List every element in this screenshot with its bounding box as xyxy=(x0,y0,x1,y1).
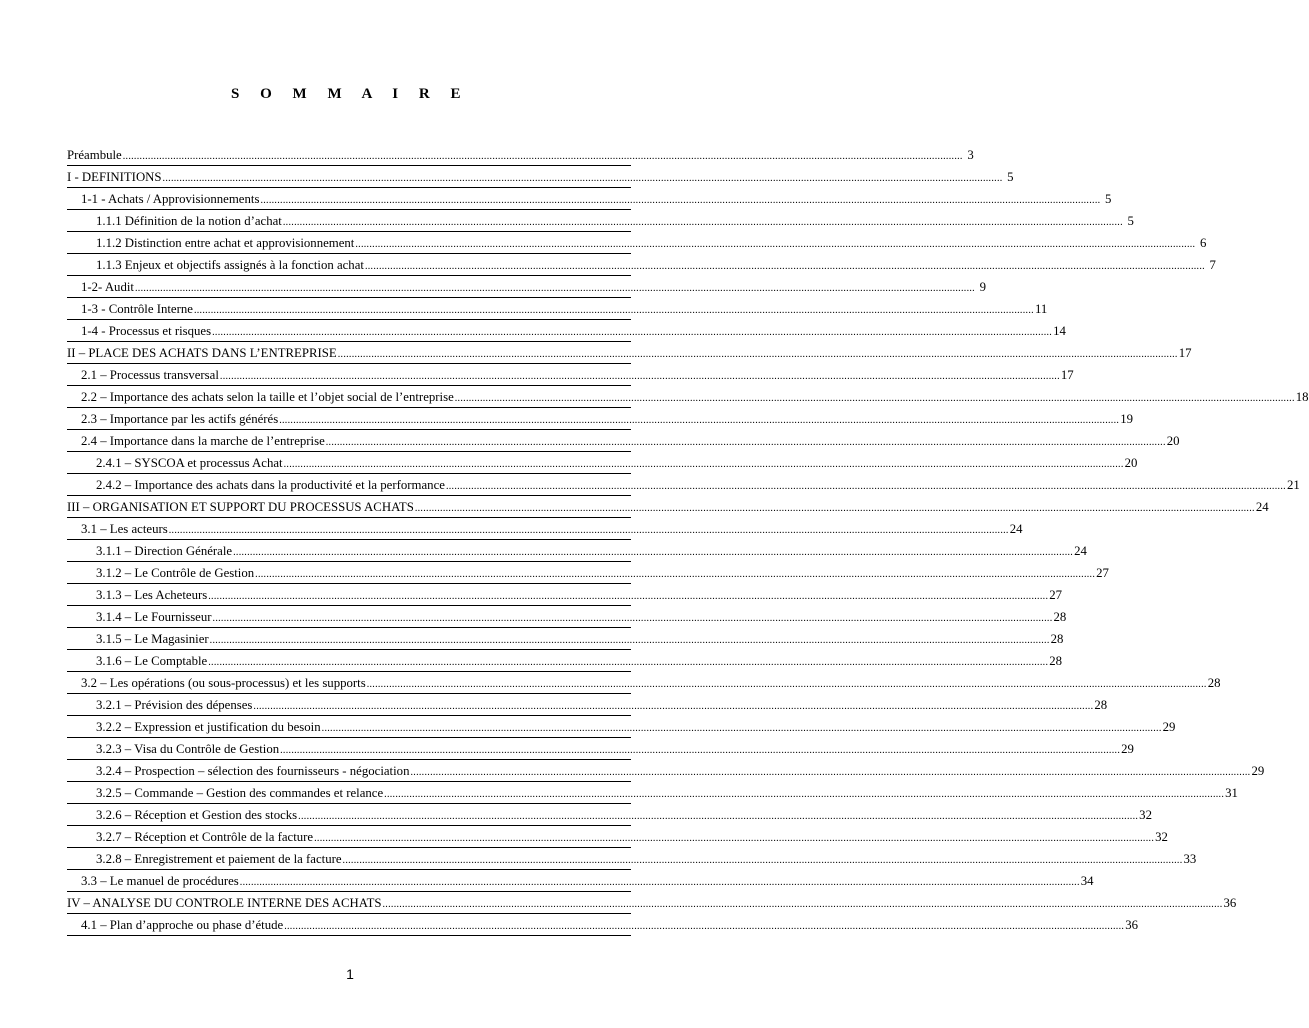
toc-entry-page: 14 xyxy=(1053,323,1066,338)
dot-leader: ............................................................................................................................................................................................................................................................................................................ xyxy=(219,370,1060,382)
table-of-contents xyxy=(0,144,1309,944)
dot-leader: ............................................................................................................................................................................................................................................................................................................ xyxy=(337,348,1178,360)
toc-entry-page: 17 xyxy=(1178,345,1192,360)
toc-entry[interactable] xyxy=(0,364,1074,386)
toc-line xyxy=(81,672,1221,694)
toc-entry-page: 28 xyxy=(1049,653,1063,668)
toc-entry-page: 11 xyxy=(1034,301,1048,316)
toc-line xyxy=(96,474,1300,496)
dot-leader: ............................................................................................................................................................................................................................................................................................................ xyxy=(366,678,1207,690)
toc-entry-page: 5 xyxy=(1127,213,1134,228)
toc-line xyxy=(96,606,1067,628)
toc-entry-label: 3.2.2 – Expression et justification du besoin xyxy=(96,719,321,734)
dot-leader: ............................................................................................................................................................................................................................................................................................................ xyxy=(212,612,1053,624)
toc-entry[interactable] xyxy=(0,584,1063,606)
toc-entry[interactable] xyxy=(0,474,1300,496)
toc-entry-page: 24 xyxy=(1074,543,1087,558)
toc-entry-page: 28 xyxy=(1094,697,1108,712)
toc-entry-page: 21 xyxy=(1286,477,1300,492)
toc-entry-label: 3.2.8 – Enregistrement et paiement de la facture xyxy=(96,851,342,866)
toc-entry[interactable] xyxy=(0,496,1269,518)
toc-entry[interactable] xyxy=(0,870,1094,892)
dot-leader: ............................................................................................................................................................................................................................................................................................................ xyxy=(209,634,1050,646)
toc-entry-label: 1-3 - Contrôle Interne xyxy=(81,301,193,316)
toc-line xyxy=(67,892,1237,914)
toc-entry-label: 3.2.7 – Réception et Contrôle de la facture xyxy=(96,829,314,844)
toc-line xyxy=(96,650,1063,672)
dot-leader: ............................................................................................................................................................................................................................................................................................................ xyxy=(382,898,1223,910)
toc-entry-page: 19 xyxy=(1120,411,1133,426)
toc-entry[interactable] xyxy=(0,650,1063,672)
dot-leader: ............................................................................................................................................................................................................................................................................................................ xyxy=(168,524,1009,536)
dot-leader: ............................................................................................................................................................................................................................................................................................................ xyxy=(282,216,1123,228)
toc-entry-label: 3.1.3 – Les Acheteurs xyxy=(96,587,208,602)
toc-line xyxy=(67,144,974,166)
toc-entry[interactable] xyxy=(0,320,1066,342)
toc-entry-page: 36 xyxy=(1125,917,1138,932)
toc-entry-page: 18 xyxy=(1295,389,1309,404)
dot-leader: ............................................................................................................................................................................................................................................................................................................ xyxy=(284,920,1125,932)
toc-entry[interactable] xyxy=(0,628,1064,650)
dot-leader: ............................................................................................................................................................................................................................................................................................................ xyxy=(298,810,1139,822)
toc-entry-page: 32 xyxy=(1155,829,1168,844)
dot-leader: ............................................................................................................................................................................................................................................................................................................ xyxy=(239,876,1080,888)
toc-line xyxy=(81,364,1074,386)
toc-entry[interactable] xyxy=(0,210,1134,232)
toc-entry-label: 3.3 – Le manuel de procédures xyxy=(81,873,239,888)
toc-entry-page: 28 xyxy=(1207,675,1221,690)
toc-entry-label: 1.1.1 Définition de la notion d’achat xyxy=(96,213,282,228)
toc-entry[interactable] xyxy=(0,826,1168,848)
toc-entry-page: 20 xyxy=(1166,433,1180,448)
toc-line xyxy=(67,166,1014,188)
dot-leader: ............................................................................................................................................................................................................................................................................................................ xyxy=(280,744,1121,756)
toc-entry-label: 2.2 – Importance des achats selon la taille et l’objet social de l’entreprise xyxy=(81,389,454,404)
toc-entry-label: III – ORGANISATION ET SUPPORT DU PROCESSUS ACHATS xyxy=(67,499,414,514)
dot-leader: ............................................................................................................................................................................................................................................................................................................ xyxy=(162,172,1003,184)
toc-entry-label: 1-2- Audit xyxy=(81,279,134,294)
dot-leader: ............................................................................................................................................................................................................................................................................................................ xyxy=(134,282,975,294)
dot-leader: ............................................................................................................................................................................................................................................................................................................ xyxy=(384,788,1225,800)
toc-line xyxy=(96,452,1138,474)
toc-entry[interactable] xyxy=(0,606,1067,628)
toc-entry[interactable] xyxy=(0,452,1138,474)
dot-leader: ............................................................................................................................................................................................................................................................................................................ xyxy=(414,502,1255,514)
toc-entry[interactable] xyxy=(0,672,1221,694)
toc-entry[interactable] xyxy=(0,188,1112,210)
dot-leader: ............................................................................................................................................................................................................................................................................................................ xyxy=(193,304,1034,316)
toc-line xyxy=(96,694,1108,716)
toc-entry-label: 3.1.1 – Direction Générale xyxy=(96,543,233,558)
toc-entry-page: 32 xyxy=(1139,807,1152,822)
toc-line xyxy=(96,232,1207,254)
toc-line xyxy=(81,188,1112,210)
toc-line xyxy=(96,540,1087,562)
toc-entry[interactable] xyxy=(0,562,1109,584)
toc-entry-label: 2.4 – Importance dans la marche de l’entreprise xyxy=(81,433,325,448)
toc-line xyxy=(81,518,1023,540)
toc-line xyxy=(96,254,1216,276)
toc-entry-page: 27 xyxy=(1049,587,1063,602)
toc-entry-label: IV – ANALYSE DU CONTROLE INTERNE DES ACHATS xyxy=(67,895,382,910)
toc-entry-label: 4.1 – Plan d’approche ou phase d’étude xyxy=(81,917,284,932)
dot-leader: ............................................................................................................................................................................................................................................................................................................ xyxy=(279,414,1120,426)
toc-entry-label: 3.2.1 – Prévision des dépenses xyxy=(96,697,253,712)
toc-entry-page: 31 xyxy=(1225,785,1238,800)
toc-entry-label: 1.1.2 Distinction entre achat et approvisionnement xyxy=(96,235,355,250)
page-number: 1 xyxy=(346,966,354,982)
toc-entry-label: 3.1.4 – Le Fournisseur xyxy=(96,609,212,624)
toc-entry-label: 3.1.6 – Le Comptable xyxy=(96,653,208,668)
toc-line xyxy=(67,342,1192,364)
toc-entry[interactable] xyxy=(0,760,1265,782)
toc-entry[interactable] xyxy=(0,254,1216,276)
dot-leader: ............................................................................................................................................................................................................................................................................................................ xyxy=(342,854,1183,866)
toc-entry[interactable] xyxy=(0,892,1237,914)
toc-line xyxy=(96,760,1265,782)
dot-leader: ............................................................................................................................................................................................................................................................................................................ xyxy=(233,546,1074,558)
toc-entry[interactable] xyxy=(0,848,1197,870)
dot-leader: ............................................................................................................................................................................................................................................................................................................ xyxy=(321,722,1162,734)
toc-entry-label: 1-1 - Achats / Approvisionnements xyxy=(81,191,260,206)
dot-leader: ............................................................................................................................................................................................................................................................................................................ xyxy=(208,656,1049,668)
toc-entry-label: 3.2.3 – Visa du Contrôle de Gestion xyxy=(96,741,280,756)
toc-entry-label: Préambule xyxy=(67,147,122,162)
toc-entry-page: 33 xyxy=(1183,851,1197,866)
dot-leader: ............................................................................................................................................................................................................................................................................................................ xyxy=(355,238,1196,250)
toc-line xyxy=(96,826,1168,848)
toc-entry[interactable] xyxy=(0,232,1207,254)
toc-entry-page: 34 xyxy=(1080,873,1094,888)
toc-entry-page: 24 xyxy=(1009,521,1023,536)
toc-entry[interactable] xyxy=(0,540,1087,562)
dot-leader: ............................................................................................................................................................................................................................................................................................................ xyxy=(314,832,1155,844)
toc-entry[interactable] xyxy=(0,298,1048,320)
toc-line xyxy=(96,738,1134,760)
toc-entry-page: 36 xyxy=(1223,895,1237,910)
toc-line xyxy=(96,848,1197,870)
toc-entry-page: 5 xyxy=(1007,169,1014,184)
dot-leader: ............................................................................................................................................................................................................................................................................................................ xyxy=(212,326,1053,338)
toc-entry-label: 3.1 – Les acteurs xyxy=(81,521,168,536)
dot-leader: ............................................................................................................................................................................................................................................................................................................ xyxy=(283,458,1124,470)
toc-entry-label: 2.4.2 – Importance des achats dans la productivité et la performance xyxy=(96,477,445,492)
toc-entry[interactable] xyxy=(0,694,1108,716)
toc-entry-page: 20 xyxy=(1124,455,1138,470)
toc-entry-page: 24 xyxy=(1255,499,1269,514)
dot-leader: ............................................................................................................................................................................................................................................................................................................ xyxy=(260,194,1101,206)
toc-entry-label: 3.2 – Les opérations (ou sous-processus) et les supports xyxy=(81,675,366,690)
dot-leader: ............................................................................................................................................................................................................................................................................................................ xyxy=(410,766,1251,778)
toc-entry-label: 1.1.3 Enjeux et objectifs assignés à la fonction achat xyxy=(96,257,364,272)
toc-line xyxy=(81,870,1094,892)
toc-entry-page: 3 xyxy=(967,147,974,162)
dot-leader: ............................................................................................................................................................................................................................................................................................................ xyxy=(208,590,1049,602)
toc-line xyxy=(81,914,1138,936)
dot-leader: ............................................................................................................................................................................................................................................................................................................ xyxy=(325,436,1166,448)
toc-entry[interactable] xyxy=(0,408,1133,430)
toc-line xyxy=(81,320,1066,342)
toc-entry-page: 9 xyxy=(979,279,986,294)
toc-entry[interactable] xyxy=(0,144,974,166)
toc-entry[interactable] xyxy=(0,276,986,298)
toc-entry[interactable] xyxy=(0,782,1238,804)
toc-line xyxy=(96,584,1063,606)
toc-line xyxy=(96,782,1238,804)
toc-entry-label: I - DEFINITIONS xyxy=(67,169,162,184)
dot-leader: ............................................................................................................................................................................................................................................................................................................ xyxy=(454,392,1295,404)
toc-line xyxy=(96,210,1134,232)
toc-line xyxy=(96,716,1176,738)
toc-line xyxy=(67,496,1269,518)
toc-entry[interactable] xyxy=(0,716,1176,738)
toc-entry-label: 2.3 – Importance par les actifs générés xyxy=(81,411,279,426)
toc-entry[interactable] xyxy=(0,386,1309,408)
toc-entry-label: 3.1.2 – Le Contrôle de Gestion xyxy=(96,565,255,580)
toc-entry[interactable] xyxy=(0,430,1180,452)
toc-entry-label: II – PLACE DES ACHATS DANS L’ENTREPRISE xyxy=(67,345,337,360)
toc-entry[interactable] xyxy=(0,342,1192,364)
toc-line xyxy=(81,298,1048,320)
toc-line xyxy=(81,408,1133,430)
toc-entry-page: 27 xyxy=(1096,565,1109,580)
toc-line xyxy=(96,562,1109,584)
toc-entry-page: 28 xyxy=(1050,631,1064,646)
toc-line xyxy=(81,430,1180,452)
toc-entry-label: 1-4 - Processus et risques xyxy=(81,323,212,338)
dot-leader: ............................................................................................................................................................................................................................................................................................................ xyxy=(122,150,963,162)
dot-leader: ............................................................................................................................................................................................................................................................................................................ xyxy=(364,260,1205,272)
toc-entry[interactable] xyxy=(0,518,1023,540)
toc-entry-page: 29 xyxy=(1162,719,1176,734)
toc-entry-page: 7 xyxy=(1209,257,1216,272)
toc-entry-page: 6 xyxy=(1199,235,1207,250)
toc-line xyxy=(96,628,1064,650)
toc-entry[interactable] xyxy=(0,738,1134,760)
toc-entry-label: 2.4.1 – SYSCOA et processus Achat xyxy=(96,455,283,470)
toc-entry-page: 29 xyxy=(1121,741,1134,756)
toc-entry-label: 3.2.6 – Réception et Gestion des stocks xyxy=(96,807,298,822)
toc-entry-label: 3.1.5 – Le Magasinier xyxy=(96,631,209,646)
row-divider xyxy=(67,935,631,936)
toc-line xyxy=(81,386,1309,408)
dot-leader: ............................................................................................................................................................................................................................................................................................................ xyxy=(255,568,1096,580)
toc-entry[interactable] xyxy=(0,804,1152,826)
toc-entry-label: 3.2.5 – Commande – Gestion des commandes et relance xyxy=(96,785,384,800)
toc-entry-page: 29 xyxy=(1251,763,1265,778)
page-title: S O M M A I R E xyxy=(231,86,469,102)
toc-line xyxy=(81,276,986,298)
toc-entry-page: 5 xyxy=(1105,191,1112,206)
dot-leader: ............................................................................................................................................................................................................................................................................................................ xyxy=(445,480,1286,492)
toc-entry-page: 28 xyxy=(1053,609,1067,624)
toc-entry-page: 17 xyxy=(1060,367,1074,382)
toc-entry[interactable] xyxy=(0,166,1014,188)
dot-leader: ............................................................................................................................................................................................................................................................................................................ xyxy=(253,700,1094,712)
toc-line xyxy=(96,804,1152,826)
toc-entry[interactable] xyxy=(0,914,1138,936)
toc-entry-label: 3.2.4 – Prospection – sélection des fournisseurs - négociation xyxy=(96,763,410,778)
toc-entry-label: 2.1 – Processus transversal xyxy=(81,367,219,382)
